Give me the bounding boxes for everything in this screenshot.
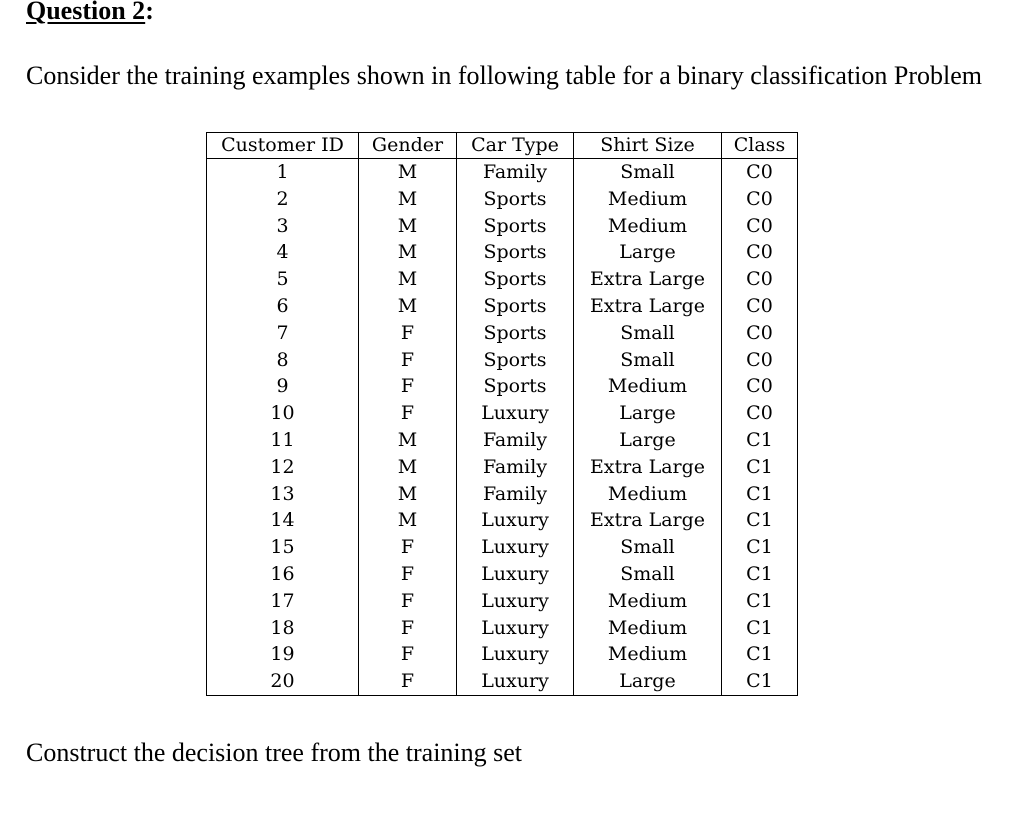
table-row bbox=[207, 481, 798, 508]
cell-gender: F bbox=[359, 615, 457, 642]
cell-shirt-size: Large bbox=[574, 239, 722, 266]
cell-shirt-size: Medium bbox=[574, 615, 722, 642]
cell-customer-id: 13 bbox=[207, 481, 359, 508]
cell-car-type: Family bbox=[457, 159, 574, 186]
training-table-container bbox=[206, 132, 798, 696]
cell-car-type: Family bbox=[457, 427, 574, 454]
cell-car-type: Sports bbox=[457, 320, 574, 347]
cell-class: C1 bbox=[722, 561, 798, 588]
cell-car-type: Sports bbox=[457, 373, 574, 400]
cell-class: C0 bbox=[722, 239, 798, 266]
table-row bbox=[207, 213, 798, 240]
cell-shirt-size: Medium bbox=[574, 213, 722, 240]
cell-gender: M bbox=[359, 213, 457, 240]
cell-gender: M bbox=[359, 159, 457, 186]
cell-gender: F bbox=[359, 347, 457, 374]
table-row bbox=[207, 239, 798, 266]
cell-customer-id: 16 bbox=[207, 561, 359, 588]
cell-shirt-size: Extra Large bbox=[574, 266, 722, 293]
cell-gender: M bbox=[359, 239, 457, 266]
instruction-text: Construct the decision tree from the training set bbox=[26, 738, 523, 767]
cell-customer-id: 15 bbox=[207, 534, 359, 561]
cell-car-type: Family bbox=[457, 481, 574, 508]
table-row bbox=[207, 266, 798, 293]
column-header-shirt-size: Shirt Size bbox=[574, 133, 722, 159]
cell-car-type: Luxury bbox=[457, 668, 574, 695]
cell-gender: F bbox=[359, 668, 457, 695]
cell-class: C1 bbox=[722, 641, 798, 668]
column-header-car-type: Car Type bbox=[457, 133, 574, 159]
cell-shirt-size: Large bbox=[574, 427, 722, 454]
cell-customer-id: 12 bbox=[207, 454, 359, 481]
column-header-class: Class bbox=[722, 133, 798, 159]
table-header-row bbox=[207, 133, 798, 159]
cell-shirt-size: Small bbox=[574, 320, 722, 347]
cell-shirt-size: Large bbox=[574, 400, 722, 427]
cell-class: C1 bbox=[722, 427, 798, 454]
table-row bbox=[207, 641, 798, 668]
cell-customer-id: 5 bbox=[207, 266, 359, 293]
cell-class: C1 bbox=[722, 615, 798, 642]
cell-shirt-size: Medium bbox=[574, 481, 722, 508]
column-header-customer-id: Customer ID bbox=[207, 133, 359, 159]
question-heading bbox=[26, 0, 154, 26]
table-row bbox=[207, 427, 798, 454]
cell-car-type: Sports bbox=[457, 186, 574, 213]
cell-shirt-size: Small bbox=[574, 561, 722, 588]
cell-car-type: Sports bbox=[457, 347, 574, 374]
cell-customer-id: 1 bbox=[207, 159, 359, 186]
cell-class: C1 bbox=[722, 454, 798, 481]
cell-car-type: Luxury bbox=[457, 507, 574, 534]
table-row bbox=[207, 373, 798, 400]
cell-gender: M bbox=[359, 266, 457, 293]
table-row bbox=[207, 293, 798, 320]
cell-shirt-size: Medium bbox=[574, 641, 722, 668]
cell-class: C1 bbox=[722, 507, 798, 534]
question-title-colon: : bbox=[145, 0, 154, 25]
cell-customer-id: 17 bbox=[207, 588, 359, 615]
cell-class: C0 bbox=[722, 266, 798, 293]
cell-customer-id: 2 bbox=[207, 186, 359, 213]
table-row bbox=[207, 159, 798, 186]
cell-shirt-size: Large bbox=[574, 668, 722, 695]
cell-class: C0 bbox=[722, 213, 798, 240]
cell-class: C1 bbox=[722, 588, 798, 615]
cell-class: C0 bbox=[722, 347, 798, 374]
cell-gender: F bbox=[359, 320, 457, 347]
cell-class: C1 bbox=[722, 481, 798, 508]
cell-customer-id: 20 bbox=[207, 668, 359, 695]
cell-class: C0 bbox=[722, 293, 798, 320]
cell-customer-id: 3 bbox=[207, 213, 359, 240]
cell-gender: F bbox=[359, 588, 457, 615]
table-row bbox=[207, 347, 798, 374]
cell-customer-id: 14 bbox=[207, 507, 359, 534]
cell-car-type: Luxury bbox=[457, 588, 574, 615]
cell-customer-id: 9 bbox=[207, 373, 359, 400]
table-row bbox=[207, 320, 798, 347]
cell-car-type: Luxury bbox=[457, 641, 574, 668]
cell-shirt-size: Medium bbox=[574, 588, 722, 615]
cell-class: C0 bbox=[722, 400, 798, 427]
cell-gender: M bbox=[359, 454, 457, 481]
table-row bbox=[207, 588, 798, 615]
cell-gender: M bbox=[359, 481, 457, 508]
table-row bbox=[207, 534, 798, 561]
table-body bbox=[207, 159, 798, 696]
cell-car-type: Luxury bbox=[457, 400, 574, 427]
cell-customer-id: 8 bbox=[207, 347, 359, 374]
table-row bbox=[207, 668, 798, 695]
cell-gender: M bbox=[359, 507, 457, 534]
table-row bbox=[207, 454, 798, 481]
intro-paragraph: Consider the training examples shown in following table for a binary classification Problem bbox=[26, 61, 983, 90]
training-examples-table bbox=[206, 132, 798, 696]
cell-car-type: Luxury bbox=[457, 561, 574, 588]
cell-shirt-size: Small bbox=[574, 534, 722, 561]
cell-shirt-size: Small bbox=[574, 159, 722, 186]
cell-class: C0 bbox=[722, 373, 798, 400]
cell-customer-id: 19 bbox=[207, 641, 359, 668]
cell-car-type: Luxury bbox=[457, 534, 574, 561]
cell-class: C1 bbox=[722, 668, 798, 695]
cell-gender: F bbox=[359, 373, 457, 400]
cell-customer-id: 11 bbox=[207, 427, 359, 454]
cell-customer-id: 7 bbox=[207, 320, 359, 347]
cell-shirt-size: Medium bbox=[574, 186, 722, 213]
cell-gender: F bbox=[359, 400, 457, 427]
cell-class: C1 bbox=[722, 534, 798, 561]
cell-shirt-size: Medium bbox=[574, 373, 722, 400]
table-row bbox=[207, 400, 798, 427]
table-row bbox=[207, 507, 798, 534]
cell-car-type: Family bbox=[457, 454, 574, 481]
cell-shirt-size: Extra Large bbox=[574, 454, 722, 481]
table-row bbox=[207, 615, 798, 642]
cell-gender: M bbox=[359, 293, 457, 320]
cell-gender: F bbox=[359, 641, 457, 668]
column-header-gender: Gender bbox=[359, 133, 457, 159]
cell-car-type: Sports bbox=[457, 239, 574, 266]
question-title: Question 2 bbox=[26, 0, 146, 25]
cell-car-type: Sports bbox=[457, 213, 574, 240]
cell-gender: M bbox=[359, 186, 457, 213]
cell-car-type: Sports bbox=[457, 266, 574, 293]
table-row bbox=[207, 561, 798, 588]
cell-gender: F bbox=[359, 534, 457, 561]
cell-shirt-size: Extra Large bbox=[574, 293, 722, 320]
cell-car-type: Luxury bbox=[457, 615, 574, 642]
cell-class: C0 bbox=[722, 159, 798, 186]
cell-gender: M bbox=[359, 427, 457, 454]
cell-shirt-size: Small bbox=[574, 347, 722, 374]
cell-class: C0 bbox=[722, 186, 798, 213]
cell-customer-id: 18 bbox=[207, 615, 359, 642]
cell-gender: F bbox=[359, 561, 457, 588]
cell-car-type: Sports bbox=[457, 293, 574, 320]
cell-shirt-size: Extra Large bbox=[574, 507, 722, 534]
cell-class: C0 bbox=[722, 320, 798, 347]
cell-customer-id: 6 bbox=[207, 293, 359, 320]
cell-customer-id: 4 bbox=[207, 239, 359, 266]
cell-customer-id: 10 bbox=[207, 400, 359, 427]
table-row bbox=[207, 186, 798, 213]
